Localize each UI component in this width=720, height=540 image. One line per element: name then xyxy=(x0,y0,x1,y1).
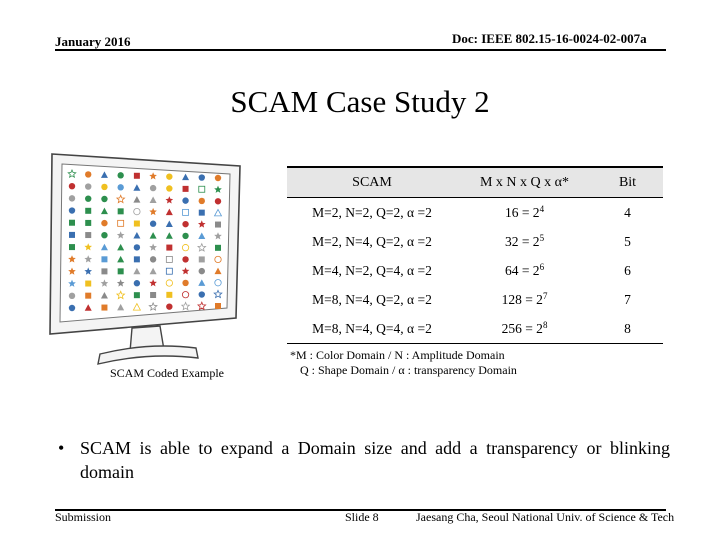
circle-symbol xyxy=(101,184,107,190)
cell-scam: M=2, N=4, Q=2, α =2 xyxy=(312,233,432,249)
circle-symbol xyxy=(69,305,75,311)
square-symbol xyxy=(199,256,205,262)
circle-symbol xyxy=(85,195,91,201)
circle-symbol xyxy=(101,196,107,202)
circle-symbol xyxy=(166,280,172,286)
square-symbol xyxy=(85,293,91,299)
cell-bit: 7 xyxy=(624,291,631,307)
square-symbol xyxy=(134,292,140,298)
square-symbol xyxy=(134,256,140,262)
circle-symbol xyxy=(150,185,156,191)
header-product: M x N x Q x α* xyxy=(457,167,592,198)
circle-symbol xyxy=(69,207,75,213)
square-symbol xyxy=(215,303,221,309)
circle-symbol xyxy=(215,175,221,181)
cell-bit: 4 xyxy=(624,204,631,220)
table-footnote xyxy=(290,348,517,378)
table-row xyxy=(287,198,663,228)
square-symbol xyxy=(118,208,124,214)
circle-symbol xyxy=(69,195,75,201)
square-symbol xyxy=(69,244,75,250)
square-symbol xyxy=(199,186,205,192)
square-symbol xyxy=(118,268,124,274)
circle-symbol xyxy=(215,198,221,204)
square-symbol xyxy=(166,256,172,262)
square-symbol xyxy=(150,292,156,298)
circle-symbol xyxy=(199,174,205,180)
circle-symbol xyxy=(182,244,188,250)
footnote-line: Q : Shape Domain / α : transparency Domain xyxy=(300,363,517,377)
header-bit: Bit xyxy=(592,167,663,198)
bullet-point xyxy=(58,436,670,484)
circle-symbol xyxy=(182,291,188,297)
circle-symbol xyxy=(69,293,75,299)
square-symbol xyxy=(101,268,107,274)
circle-symbol xyxy=(182,233,188,239)
circle-symbol xyxy=(182,221,188,227)
cell-scam: M=8, N=4, Q=2, α =2 xyxy=(312,291,432,307)
circle-symbol xyxy=(150,256,156,262)
header-divider xyxy=(55,49,666,51)
table-row xyxy=(287,285,663,314)
table-row xyxy=(287,314,663,344)
square-symbol xyxy=(101,256,107,262)
cell-product: $16 = 2^4$ xyxy=(504,204,545,220)
circle-symbol xyxy=(134,280,140,286)
footer-slide-number: Slide 8 xyxy=(345,510,379,524)
cell-bit: 6 xyxy=(624,262,631,278)
square-symbol xyxy=(85,220,91,226)
table-row xyxy=(287,256,663,285)
cell-bit: 5 xyxy=(624,233,631,249)
cell-product: $32 = 2^5$ xyxy=(504,233,545,249)
square-symbol xyxy=(85,208,91,214)
cell-bit: 8 xyxy=(592,314,663,344)
header-scam: SCAM xyxy=(287,167,457,198)
header-doc-id: Doc: IEEE 802.15-16-0024-02-007a xyxy=(452,31,647,46)
footer-author: Jaesang Cha, Seoul National Univ. of Science & Tech xyxy=(416,510,675,524)
circle-symbol xyxy=(182,280,188,286)
square-symbol xyxy=(183,209,189,215)
square-symbol xyxy=(166,268,172,274)
circle-symbol xyxy=(101,220,107,226)
circle-symbol xyxy=(199,268,205,274)
circle-symbol xyxy=(85,183,91,189)
square-symbol xyxy=(134,221,140,227)
circle-symbol xyxy=(215,256,221,262)
square-symbol xyxy=(199,210,205,216)
circle-symbol xyxy=(101,232,107,238)
cell-product: $64 = 2^6$ xyxy=(504,262,545,278)
circle-symbol xyxy=(117,172,123,178)
square-symbol xyxy=(166,245,172,251)
square-symbol xyxy=(101,305,107,311)
circle-symbol xyxy=(117,184,123,190)
cell-scam: M=4, N=2, Q=4, α =2 xyxy=(312,262,432,278)
table-row xyxy=(287,227,663,256)
bullet-text: SCAM is able to expand a Domain size and add a transparency or blinking domain xyxy=(80,438,670,482)
square-symbol xyxy=(166,292,172,298)
circle-symbol xyxy=(215,280,221,286)
square-symbol xyxy=(85,232,91,238)
cell-scam: M=2, N=2, Q=2, α =2 xyxy=(312,204,432,220)
cell-scam: M=8, N=4, Q=4, α =2 xyxy=(287,314,457,344)
circle-symbol xyxy=(69,183,75,189)
scam-table xyxy=(287,166,663,344)
circle-symbol xyxy=(199,198,205,204)
scam-monitor-illustration xyxy=(48,152,244,392)
table-header-row xyxy=(287,167,663,198)
square-symbol xyxy=(85,281,91,287)
square-symbol xyxy=(183,186,189,192)
slide-title: SCAM Case Study 2 xyxy=(230,84,490,119)
cell-product: $256 = 2^8$ xyxy=(457,314,592,344)
square-symbol xyxy=(215,245,221,251)
circle-symbol xyxy=(150,221,156,227)
square-symbol xyxy=(215,222,221,228)
image-caption: SCAM Coded Example xyxy=(110,366,224,380)
circle-symbol xyxy=(134,244,140,250)
bullet-icon: • xyxy=(58,438,65,458)
circle-symbol xyxy=(182,197,188,203)
header-date: January 2016 xyxy=(55,34,131,49)
circle-symbol xyxy=(166,173,172,179)
circle-symbol xyxy=(182,256,188,262)
cell-product: $128 = 2^7$ xyxy=(501,291,548,307)
circle-symbol xyxy=(199,291,205,297)
square-symbol xyxy=(134,173,140,179)
footer-submission: Submission xyxy=(55,510,112,524)
square-symbol xyxy=(69,220,75,226)
square-symbol xyxy=(118,220,124,226)
circle-symbol xyxy=(134,208,140,214)
square-symbol xyxy=(69,232,75,238)
circle-symbol xyxy=(166,303,172,309)
circle-symbol xyxy=(85,171,91,177)
footnote-line: *M : Color Domain / N : Amplitude Domain xyxy=(290,348,505,362)
circle-symbol xyxy=(166,185,172,191)
